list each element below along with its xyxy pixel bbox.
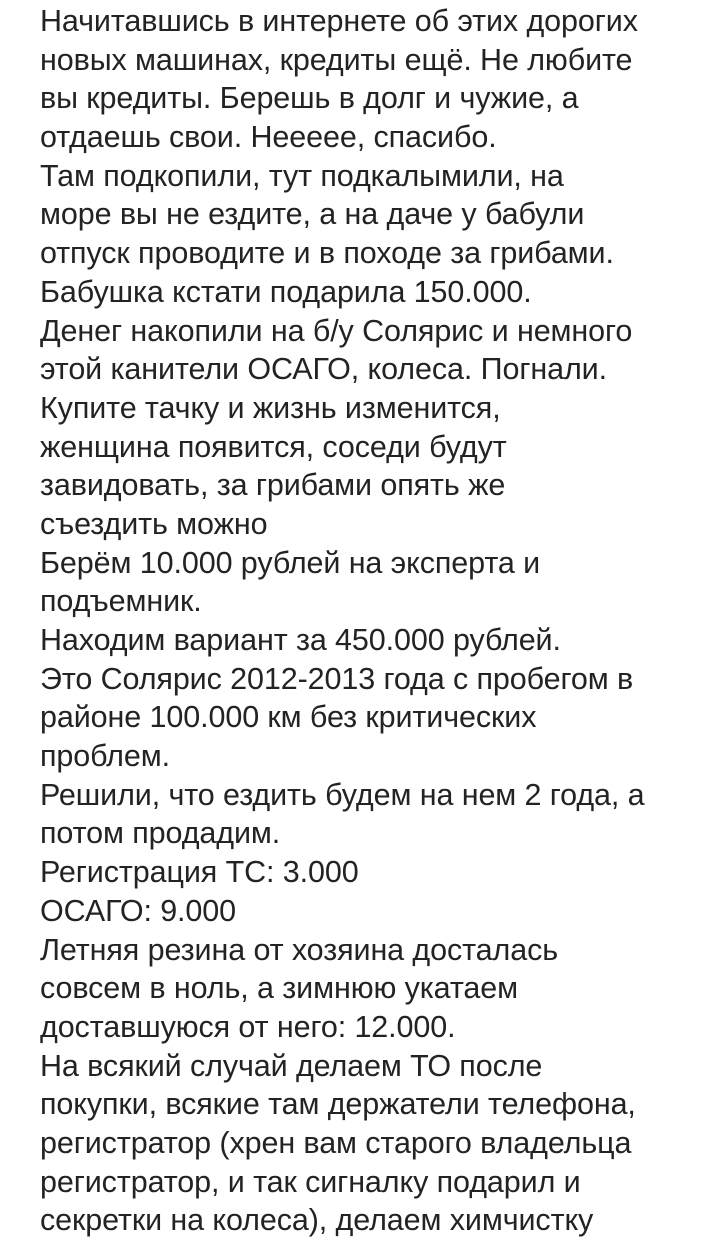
text-line: покупки, всякие там держатели телефона, xyxy=(40,1087,636,1122)
text-line: Купите тачку и жизнь изменится, xyxy=(40,390,501,425)
text-line: Там подкопили, тут подкалымили, на xyxy=(40,158,564,193)
text-line: подъемник. xyxy=(40,584,202,619)
text-line: этой канители ОСАГО, колеса. Погнали. xyxy=(40,352,607,387)
text-line: регистратор, и так сигналку подарил и xyxy=(40,1164,581,1199)
text-line: Денег накопили на б/у Солярис и немного xyxy=(40,313,633,348)
text-line: съездить можно xyxy=(40,506,268,541)
text-line: Находим вариант за 450.000 рублей. xyxy=(40,623,561,657)
text-line: доставшуюся от него: 12.000. xyxy=(40,1009,456,1044)
text-line: женщина появится, соседи будут xyxy=(40,429,507,464)
text-line: Бабушка кстати подарила 150.000. xyxy=(40,274,532,309)
text-line: Решили, что ездить будем на нем 2 года, а xyxy=(40,777,645,812)
text-line: Берём 10.000 рублей на эксперта и xyxy=(40,545,541,580)
text-line: отпуск проводите и в походе за грибами. xyxy=(40,236,614,271)
text-line: новых машинах, кредиты ещё. Не любите xyxy=(40,42,633,77)
text-line: завидовать, за грибами опять же xyxy=(40,468,506,503)
text-line: Летняя резина от хозяина досталась xyxy=(40,932,559,967)
text-line: отдаешь свои. Неееее, спасибо. xyxy=(40,120,497,155)
text-line: море вы не ездите, а на даче у бабули xyxy=(40,197,585,232)
text-line: Начитавшись в интернете об этих дорогих xyxy=(40,4,638,38)
text-line: потом продадим. xyxy=(40,816,281,851)
article-text xyxy=(40,2,705,1240)
text-line: ОСАГО: 9.000 xyxy=(40,893,237,928)
text-line: секретки на колеса), делаем химчистку xyxy=(40,1203,594,1238)
text-line: проблем. xyxy=(40,739,170,774)
text-line: регистратор (хрен вам старого владельца xyxy=(40,1125,632,1160)
text-line: районе 100.000 км без критических xyxy=(40,700,537,735)
text-line: совсем в ноль, а зимнюю укатаем xyxy=(40,971,518,1006)
text-line: вы кредиты. Берешь в долг и чужие, а xyxy=(40,81,579,116)
text-line: На всякий случай делаем ТО после xyxy=(40,1048,543,1083)
text-line: Регистрация ТС: 3.000 xyxy=(40,855,359,890)
text-line: Это Солярис 2012-2013 года с пробегом в xyxy=(40,661,634,696)
